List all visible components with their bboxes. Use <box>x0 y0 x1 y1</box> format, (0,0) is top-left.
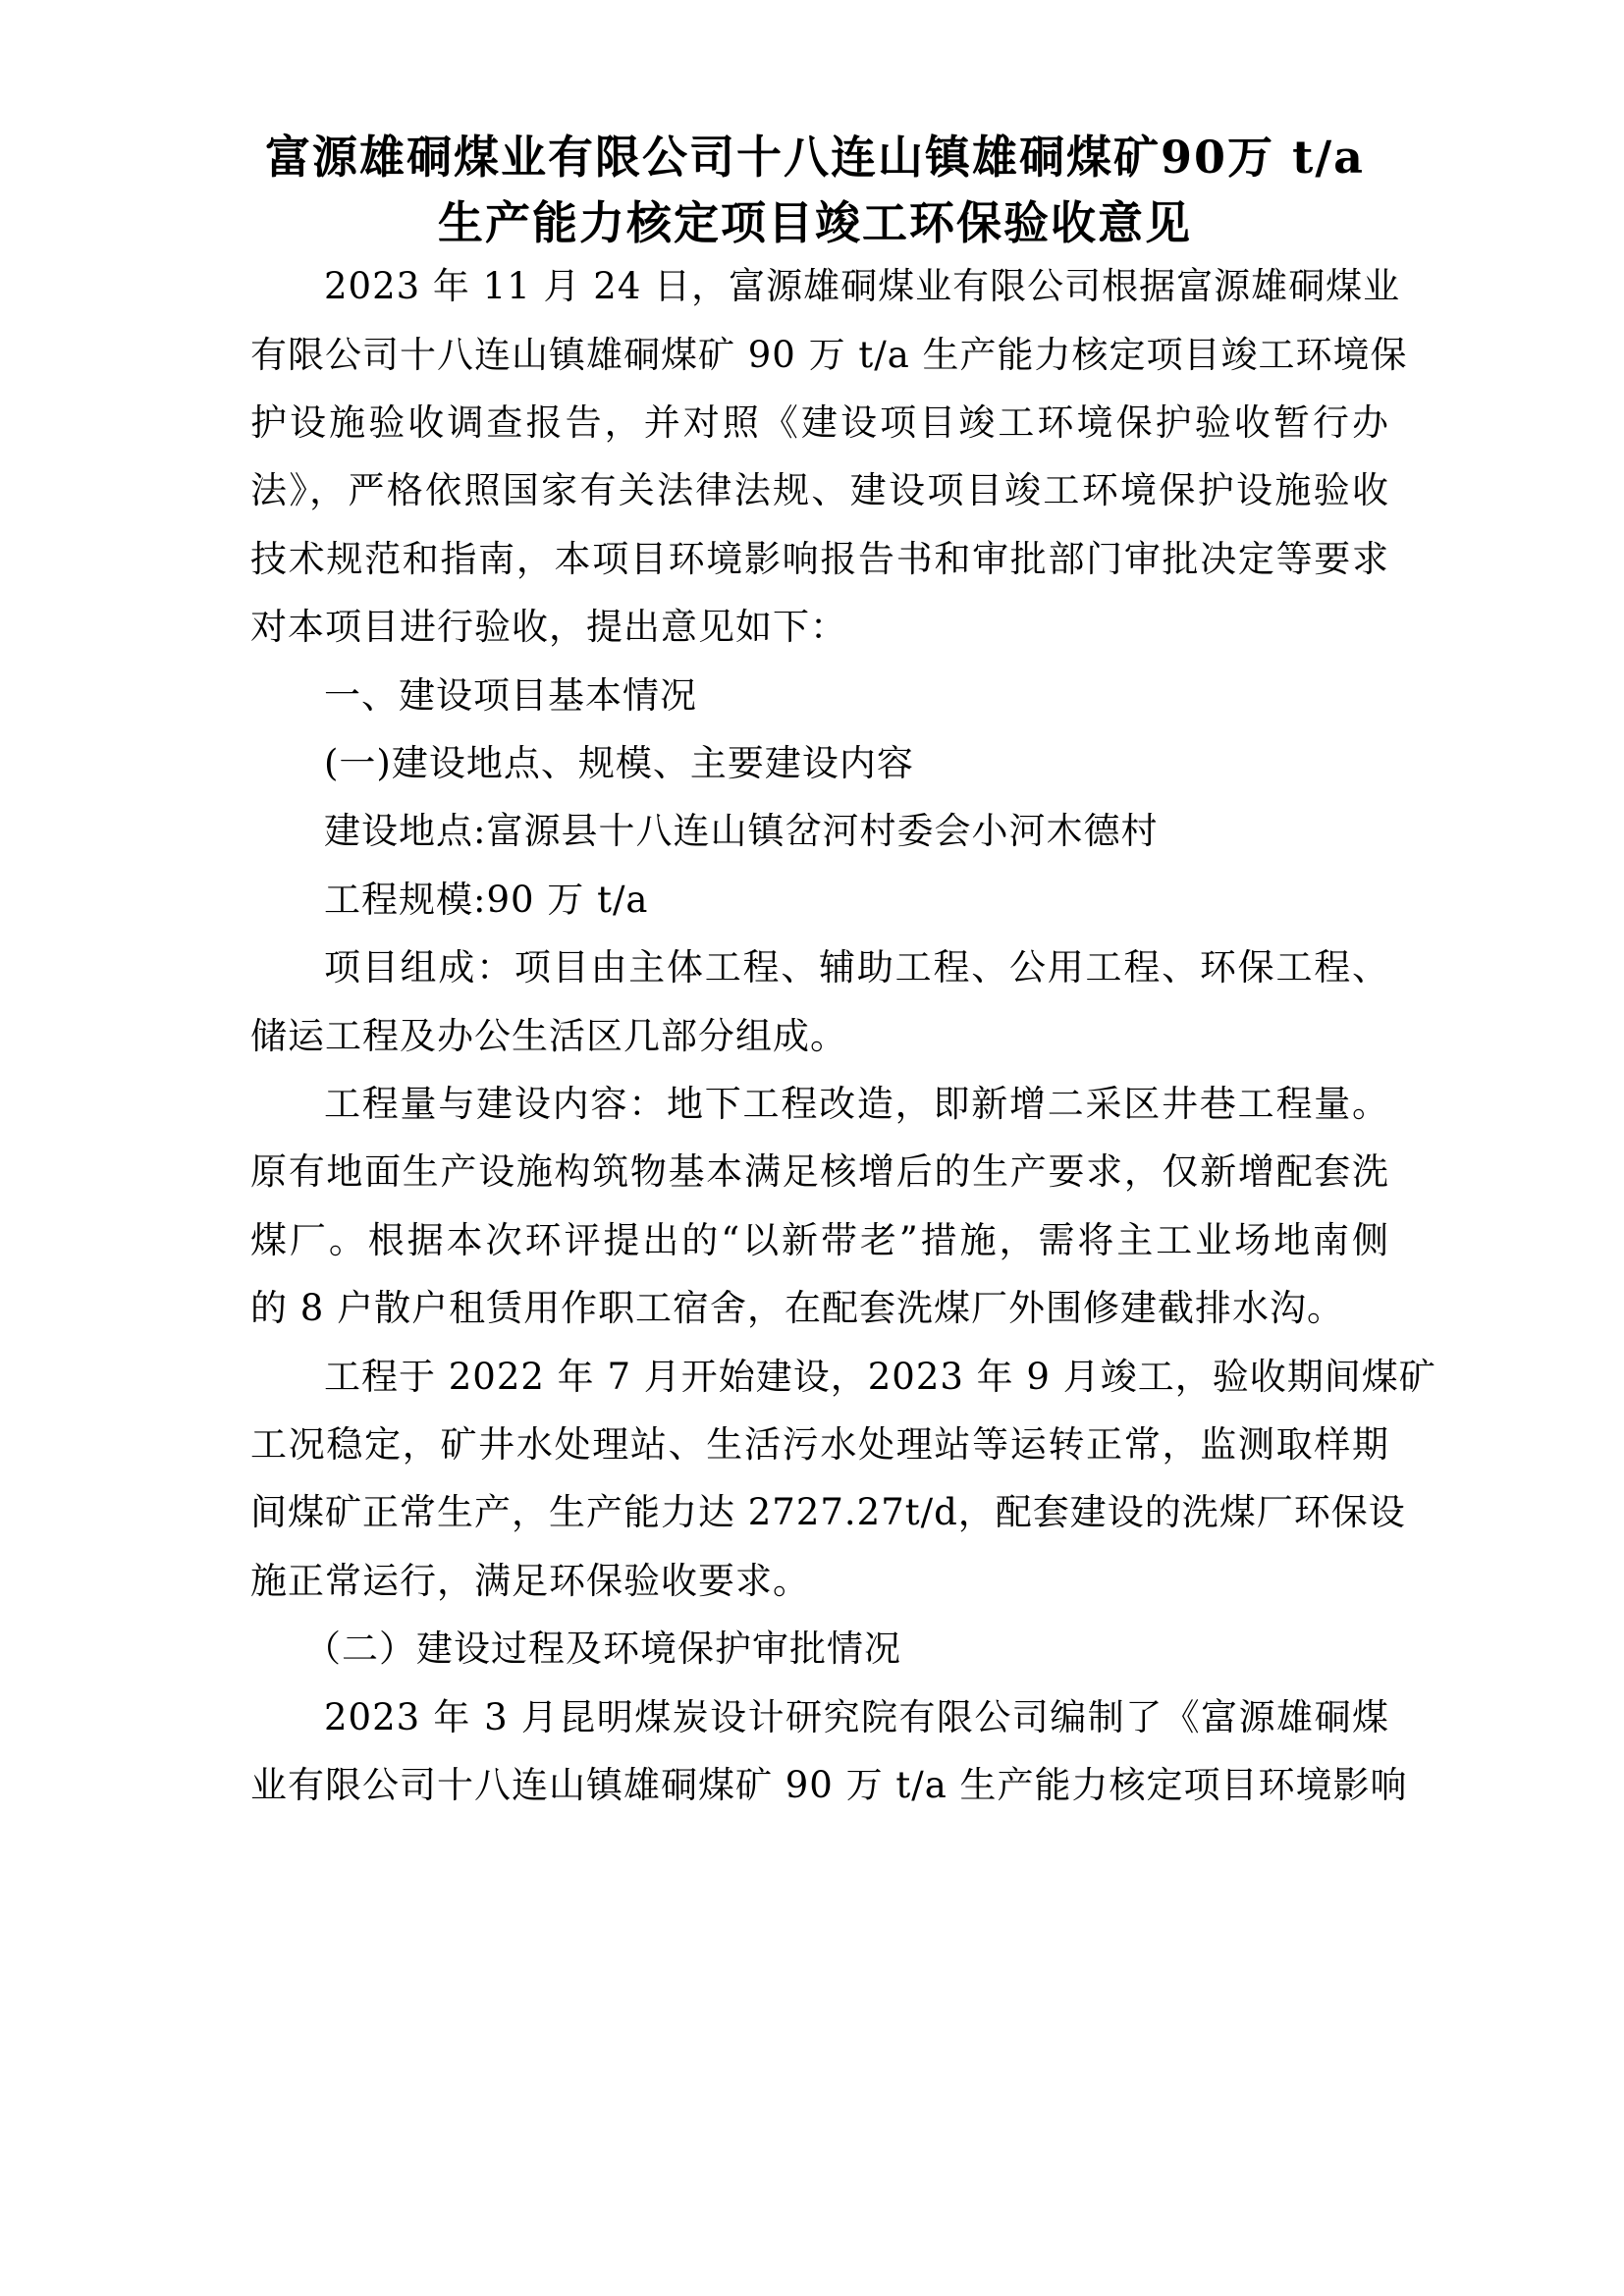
body-line: 技术规范和指南，本项目环境影响报告书和审批部门审批决定等要求 <box>250 538 1389 580</box>
body-line: 原有地面生产设施构筑物基本满足核增后的生产要求，仅新增配套洗 <box>250 1150 1389 1193</box>
body-line: 工程量与建设内容：地下工程改造，即新增二采区井巷工程量。 <box>324 1083 1389 1125</box>
body-line: 工程于 2022 年 7 月开始建设，2023 年 9 月竣工，验收期间煤矿 <box>324 1356 1436 1398</box>
body-line: 2023 年 3 月昆明煤炭设计研究院有限公司编制了《富源雄硐煤 <box>324 1696 1389 1738</box>
body-line: 业有限公司十八连山镇雄硐煤矿 90 万 t/a 生产能力核定项目环境影响 <box>250 1764 1408 1806</box>
body-line: 2023 年 11 月 24 日，富源雄硐煤业有限公司根据富源雄硐煤业 <box>324 265 1401 307</box>
subsection-heading: (一)建设地点、规模、主要建设内容 <box>324 742 914 784</box>
document-title-line-1: 富源雄硐煤业有限公司十八连山镇雄硐煤矿90万 t/a <box>265 131 1365 184</box>
document-title-line-2: 生产能力核定项目竣工环保验收意见 <box>438 196 1192 249</box>
body-line: 建设地点:富源县十八连山镇岔河村委会小河木德村 <box>324 810 1159 852</box>
body-line: 项目组成：项目由主体工程、辅助工程、公用工程、环保工程、 <box>324 946 1389 988</box>
body-line: 储运工程及办公生活区几部分组成。 <box>250 1015 847 1057</box>
body-line: 工况稳定，矿井水处理站、生活污水处理站等运转正常，监测取样期 <box>250 1423 1389 1466</box>
body-line: 法》，严格依照国家有关法律法规、建设项目竣工环境保护设施验收 <box>250 469 1389 511</box>
body-line: 的 8 户散户租赁用作职工宿舍，在配套洗煤厂外围修建截排水沟。 <box>250 1287 1345 1329</box>
section-heading: 一、建设项目基本情况 <box>324 674 697 717</box>
body-line: 煤厂。根据本次环评提出的“以新带老”措施，需将主工业场地南侧 <box>250 1219 1389 1261</box>
body-line: 对本项目进行验收，提出意见如下： <box>250 606 847 648</box>
subsection-heading: （二）建设过程及环境保护审批情况 <box>304 1628 901 1670</box>
body-line: 施正常运行，满足环保验收要求。 <box>250 1560 810 1602</box>
body-line: 间煤矿正常生产，生产能力达 2727.27t/d，配套建设的洗煤厂环保设 <box>250 1491 1406 1533</box>
body-line: 有限公司十八连山镇雄硐煤矿 90 万 t/a 生产能力核定项目竣工环境保 <box>250 334 1408 376</box>
body-line: 护设施验收调查报告，并对照《建设项目竣工环境保护验收暂行办 <box>250 401 1389 444</box>
body-line: 工程规模:90 万 t/a <box>324 879 649 921</box>
